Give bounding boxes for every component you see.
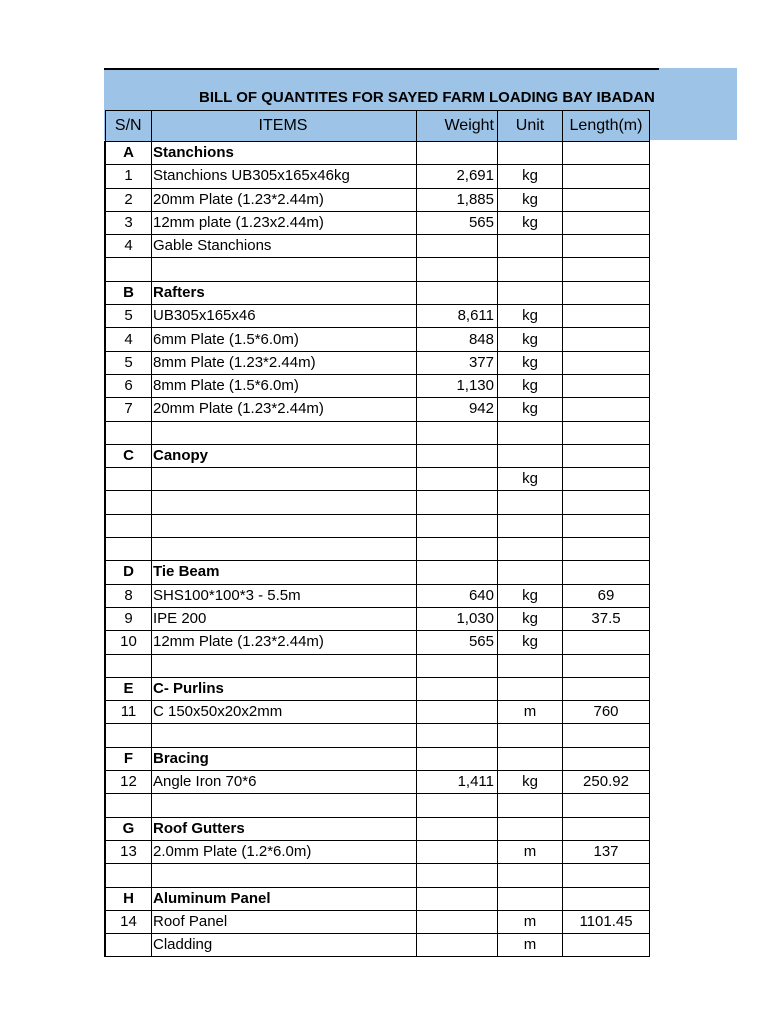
cell-length[interactable]	[563, 374, 650, 397]
table-row	[105, 654, 650, 677]
cell-weight[interactable]	[417, 654, 498, 677]
cell-item[interactable]: Gable Stanchions	[152, 235, 417, 258]
cell-weight[interactable]: 565	[417, 211, 498, 234]
cell-length[interactable]	[563, 514, 650, 537]
cell-item[interactable]	[152, 724, 417, 747]
cell-item[interactable]	[152, 491, 417, 514]
cell-unit[interactable]	[498, 258, 563, 281]
cell-weight[interactable]: 1,411	[417, 771, 498, 794]
cell-unit[interactable]: kg	[498, 351, 563, 374]
cell-sn[interactable]: 4	[105, 235, 152, 258]
table-row	[105, 258, 650, 281]
table-row	[105, 840, 650, 863]
cell-item[interactable]: 12mm Plate (1.23*2.44m)	[152, 631, 417, 654]
cell-item[interactable]: SHS100*100*3 - 5.5m	[152, 584, 417, 607]
cell-item[interactable]: 20mm Plate (1.23*2.44m)	[152, 188, 417, 211]
cell-length[interactable]	[563, 421, 650, 444]
cell-unit[interactable]: kg	[498, 468, 563, 491]
cell-sn[interactable]: G	[105, 817, 152, 840]
cell-length[interactable]	[563, 258, 650, 281]
section-row	[105, 677, 650, 700]
cell-weight[interactable]	[417, 561, 498, 584]
table-row	[105, 398, 650, 421]
cell-item[interactable]	[152, 258, 417, 281]
cell-weight[interactable]: 942	[417, 398, 498, 421]
cell-sn[interactable]	[105, 258, 152, 281]
cell-sn[interactable]	[105, 794, 152, 817]
cell-item[interactable]: 12mm plate (1.23x2.44m)	[152, 211, 417, 234]
cell-length[interactable]: 1101.45	[563, 910, 650, 933]
cell-sn[interactable]: 6	[105, 374, 152, 397]
cell-sn[interactable]	[105, 491, 152, 514]
cell-length[interactable]	[563, 631, 650, 654]
cell-unit[interactable]	[498, 887, 563, 910]
cell-weight[interactable]	[417, 677, 498, 700]
cell-weight[interactable]	[417, 142, 498, 165]
cell-sn[interactable]: 1	[105, 165, 152, 188]
cell-item[interactable]: Stanchions	[152, 142, 417, 165]
cell-unit[interactable]: kg	[498, 305, 563, 328]
cell-unit[interactable]: kg	[498, 328, 563, 351]
cell-unit[interactable]: m	[498, 910, 563, 933]
cell-unit[interactable]: m	[498, 934, 563, 957]
cell-length[interactable]: 760	[563, 701, 650, 724]
cell-unit[interactable]	[498, 235, 563, 258]
table-row	[105, 351, 650, 374]
cell-length[interactable]	[563, 142, 650, 165]
cell-item[interactable]: Roof Gutters	[152, 817, 417, 840]
cell-sn[interactable]	[105, 654, 152, 677]
cell-weight[interactable]	[417, 514, 498, 537]
cell-item[interactable]: 2.0mm Plate (1.2*6.0m)	[152, 840, 417, 863]
cell-length[interactable]	[563, 561, 650, 584]
cell-unit[interactable]	[498, 817, 563, 840]
cell-item[interactable]: IPE 200	[152, 607, 417, 630]
sheet-title-cell[interactable]	[104, 86, 737, 110]
table-row	[105, 305, 650, 328]
cell-unit[interactable]	[498, 864, 563, 887]
table-row	[105, 934, 650, 957]
cell-item[interactable]	[152, 421, 417, 444]
bill-of-quantities-table	[104, 110, 650, 957]
cell-sn[interactable]: 7	[105, 398, 152, 421]
table-row	[105, 631, 650, 654]
cell-unit[interactable]	[498, 444, 563, 467]
cell-weight[interactable]	[417, 747, 498, 770]
cell-item[interactable]: 6mm Plate (1.5*6.0m)	[152, 328, 417, 351]
cell-sn[interactable]: E	[105, 677, 152, 700]
cell-sn[interactable]	[105, 468, 152, 491]
cell-weight[interactable]	[417, 864, 498, 887]
cell-unit[interactable]: kg	[498, 584, 563, 607]
header-sn[interactable]: S/N	[105, 111, 152, 142]
cell-item[interactable]: Stanchions UB305x165x46kg	[152, 165, 417, 188]
table-row	[105, 235, 650, 258]
cell-length[interactable]	[563, 351, 650, 374]
table-row	[105, 607, 650, 630]
section-row	[105, 281, 650, 304]
table-row	[105, 188, 650, 211]
cell-length[interactable]	[563, 235, 650, 258]
table-row	[105, 538, 650, 561]
cell-unit[interactable]: kg	[498, 771, 563, 794]
cell-item[interactable]: Aluminum Panel	[152, 887, 417, 910]
cell-sn[interactable]: 9	[105, 607, 152, 630]
cell-weight[interactable]: 1,885	[417, 188, 498, 211]
cell-weight[interactable]: 377	[417, 351, 498, 374]
cell-item[interactable]: UB305x165x46	[152, 305, 417, 328]
cell-length[interactable]: 37.5	[563, 607, 650, 630]
cell-sn[interactable]: 14	[105, 910, 152, 933]
cell-weight[interactable]: 1,030	[417, 607, 498, 630]
cell-weight[interactable]	[417, 701, 498, 724]
cell-item[interactable]: 8mm Plate (1.5*6.0m)	[152, 374, 417, 397]
cell-unit[interactable]: kg	[498, 211, 563, 234]
cell-unit[interactable]: m	[498, 701, 563, 724]
cell-sn[interactable]: 11	[105, 701, 152, 724]
cell-unit[interactable]: kg	[498, 607, 563, 630]
cell-unit[interactable]	[498, 677, 563, 700]
cell-item[interactable]	[152, 654, 417, 677]
cell-unit[interactable]: kg	[498, 165, 563, 188]
cell-item[interactable]: 8mm Plate (1.23*2.44m)	[152, 351, 417, 374]
table-row	[105, 724, 650, 747]
cell-length[interactable]	[563, 398, 650, 421]
section-row	[105, 561, 650, 584]
cell-item[interactable]: Bracing	[152, 747, 417, 770]
cell-unit[interactable]: m	[498, 840, 563, 863]
cell-unit[interactable]	[498, 142, 563, 165]
cell-weight[interactable]	[417, 444, 498, 467]
cell-weight[interactable]: 565	[417, 631, 498, 654]
cell-length[interactable]	[563, 188, 650, 211]
header-items[interactable]: ITEMS	[152, 111, 417, 142]
cell-item[interactable]: C- Purlins	[152, 677, 417, 700]
cell-unit[interactable]	[498, 514, 563, 537]
cell-weight[interactable]	[417, 724, 498, 747]
cell-length[interactable]	[563, 491, 650, 514]
cell-weight[interactable]	[417, 910, 498, 933]
cell-weight[interactable]: 848	[417, 328, 498, 351]
cell-item[interactable]	[152, 864, 417, 887]
table-row	[105, 421, 650, 444]
cell-item[interactable]: Angle Iron 70*6	[152, 771, 417, 794]
top-border	[104, 68, 659, 70]
cell-length[interactable]	[563, 281, 650, 304]
cell-weight[interactable]: 1,130	[417, 374, 498, 397]
table-row	[105, 491, 650, 514]
cell-sn[interactable]: 3	[105, 211, 152, 234]
cell-item[interactable]: Canopy	[152, 444, 417, 467]
section-row	[105, 817, 650, 840]
cell-length[interactable]	[563, 305, 650, 328]
cell-unit[interactable]	[498, 491, 563, 514]
table-body	[105, 142, 650, 957]
cell-item[interactable]: Tie Beam	[152, 561, 417, 584]
cell-weight[interactable]: 8,611	[417, 305, 498, 328]
cell-length[interactable]	[563, 677, 650, 700]
cell-length[interactable]: 137	[563, 840, 650, 863]
cell-item[interactable]	[152, 514, 417, 537]
section-row	[105, 747, 650, 770]
header-length[interactable]: Length(m)	[563, 111, 650, 142]
cell-length[interactable]: 69	[563, 584, 650, 607]
cell-weight[interactable]	[417, 281, 498, 304]
cell-sn[interactable]: A	[105, 142, 152, 165]
cell-weight[interactable]	[417, 840, 498, 863]
cell-unit[interactable]	[498, 281, 563, 304]
cell-length[interactable]	[563, 468, 650, 491]
cell-sn[interactable]: 12	[105, 771, 152, 794]
section-row	[105, 887, 650, 910]
cell-sn[interactable]: 5	[105, 351, 152, 374]
cell-item[interactable]: Rafters	[152, 281, 417, 304]
cell-sn[interactable]: 5	[105, 305, 152, 328]
cell-sn[interactable]: B	[105, 281, 152, 304]
table-row	[105, 328, 650, 351]
cell-unit[interactable]	[498, 747, 563, 770]
cell-weight[interactable]	[417, 817, 498, 840]
cell-sn[interactable]	[105, 514, 152, 537]
cell-unit[interactable]	[498, 561, 563, 584]
table-row	[105, 701, 650, 724]
cell-sn[interactable]	[105, 724, 152, 747]
cell-length[interactable]	[563, 328, 650, 351]
cell-weight[interactable]	[417, 887, 498, 910]
cell-weight[interactable]	[417, 794, 498, 817]
cell-weight[interactable]: 2,691	[417, 165, 498, 188]
cell-length[interactable]	[563, 538, 650, 561]
cell-length[interactable]	[563, 724, 650, 747]
cell-unit[interactable]: kg	[498, 188, 563, 211]
cell-length[interactable]	[563, 934, 650, 957]
cell-sn[interactable]: 8	[105, 584, 152, 607]
table-row	[105, 374, 650, 397]
cell-sn[interactable]	[105, 538, 152, 561]
cell-sn[interactable]: 4	[105, 328, 152, 351]
cell-sn[interactable]: H	[105, 887, 152, 910]
cell-sn[interactable]	[105, 864, 152, 887]
cell-weight[interactable]	[417, 491, 498, 514]
cell-item[interactable]	[152, 468, 417, 491]
cell-length[interactable]	[563, 887, 650, 910]
cell-sn[interactable]	[105, 421, 152, 444]
table-row	[105, 584, 650, 607]
cell-unit[interactable]	[498, 724, 563, 747]
cell-weight[interactable]	[417, 538, 498, 561]
table-row	[105, 864, 650, 887]
table-row	[105, 910, 650, 933]
cell-length[interactable]	[563, 817, 650, 840]
cell-item[interactable]: 20mm Plate (1.23*2.44m)	[152, 398, 417, 421]
table-row	[105, 514, 650, 537]
cell-weight[interactable]	[417, 258, 498, 281]
table-row	[105, 468, 650, 491]
table-row	[105, 165, 650, 188]
cell-weight[interactable]: 640	[417, 584, 498, 607]
cell-length[interactable]	[563, 747, 650, 770]
cell-unit[interactable]: kg	[498, 631, 563, 654]
cell-sn[interactable]: 10	[105, 631, 152, 654]
cell-length[interactable]	[563, 211, 650, 234]
cell-item[interactable]	[152, 794, 417, 817]
table-row	[105, 211, 650, 234]
cell-length[interactable]	[563, 444, 650, 467]
cell-unit[interactable]	[498, 654, 563, 677]
cell-unit[interactable]: kg	[498, 398, 563, 421]
section-row	[105, 444, 650, 467]
cell-sn[interactable]: D	[105, 561, 152, 584]
cell-unit[interactable]	[498, 538, 563, 561]
cell-length[interactable]: 250.92	[563, 771, 650, 794]
cell-length[interactable]	[563, 654, 650, 677]
cell-sn[interactable]: F	[105, 747, 152, 770]
cell-weight[interactable]	[417, 235, 498, 258]
cell-length[interactable]	[563, 165, 650, 188]
header-unit[interactable]: Unit	[498, 111, 563, 142]
cell-unit[interactable]	[498, 794, 563, 817]
header-weight[interactable]: Weight	[417, 111, 498, 142]
cell-item[interactable]: C 150x50x20x2mm	[152, 701, 417, 724]
cell-unit[interactable]: kg	[498, 374, 563, 397]
section-row	[105, 142, 650, 165]
cell-sn[interactable]	[105, 934, 152, 957]
cell-item[interactable]: Roof Panel	[152, 910, 417, 933]
cell-sn[interactable]: 13	[105, 840, 152, 863]
header-row	[105, 111, 650, 142]
cell-weight[interactable]	[417, 468, 498, 491]
cell-length[interactable]	[563, 864, 650, 887]
cell-length[interactable]	[563, 794, 650, 817]
cell-item[interactable]	[152, 538, 417, 561]
cell-sn[interactable]: C	[105, 444, 152, 467]
cell-weight[interactable]	[417, 421, 498, 444]
cell-sn[interactable]: 2	[105, 188, 152, 211]
cell-weight[interactable]	[417, 934, 498, 957]
sheet-title: BILL OF QUANTITES FOR SAYED FARM LOADING BAY IBADAN	[199, 89, 655, 106]
cell-item[interactable]: Cladding	[152, 934, 417, 957]
table-row	[105, 771, 650, 794]
table-row	[105, 794, 650, 817]
cell-unit[interactable]	[498, 421, 563, 444]
